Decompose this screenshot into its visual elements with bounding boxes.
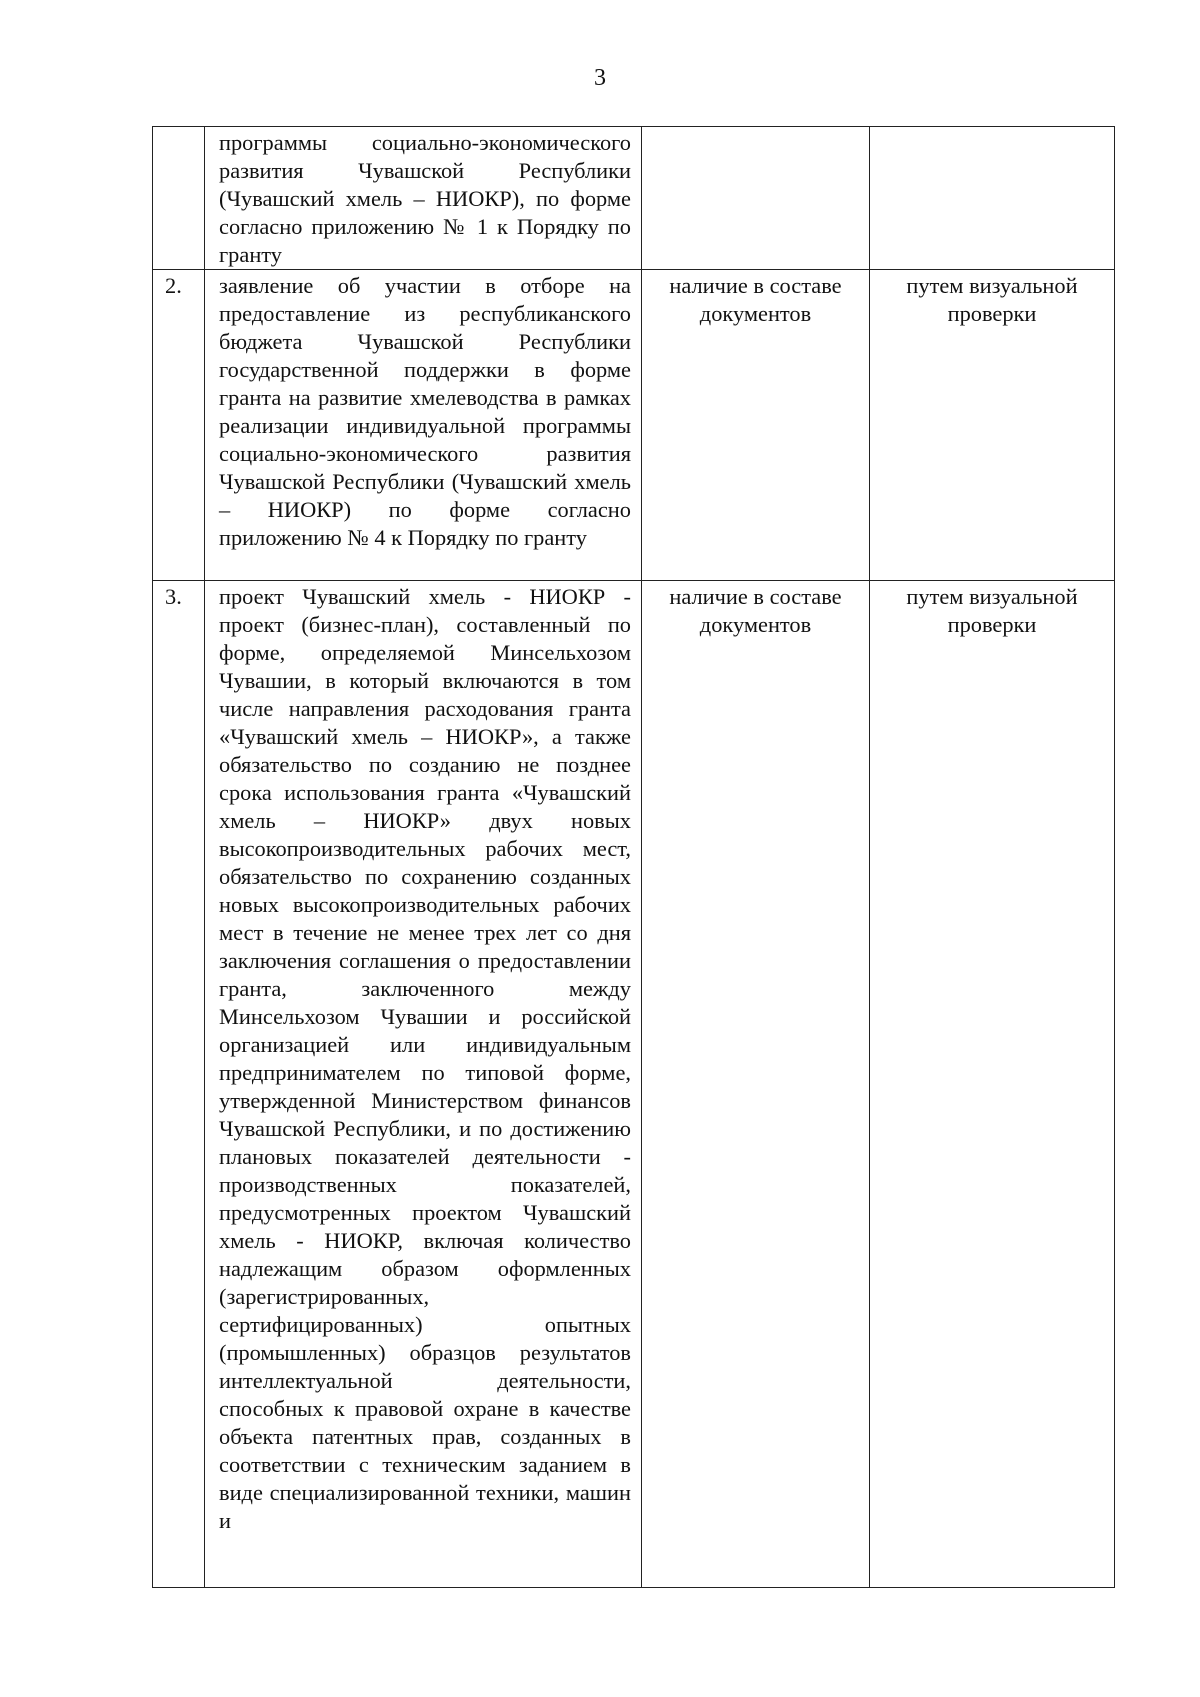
table-row: [153, 127, 1115, 270]
row-number: 2.: [153, 270, 205, 581]
row-number: 3.: [153, 581, 205, 1588]
verification-method-cell: путем визуальной проверки: [870, 270, 1115, 581]
document-description: программы социально-экономического развития Чувашской Республики (Чувашский хмель – НИОКР), по форме согласно приложению № 1 к Порядку по гранту: [205, 127, 642, 270]
row-number: [153, 127, 205, 270]
verification-method-cell: [870, 127, 1115, 270]
requirement-cell: наличие в составе документов: [642, 270, 870, 581]
verification-method-cell: путем визуальной проверки: [870, 581, 1115, 1588]
requirement-cell: [642, 127, 870, 270]
table-row: [153, 581, 1115, 1588]
requirements-table: [152, 126, 1115, 1588]
document-description: заявление об участии в отборе на предоставление из республиканского бюджета Чувашской Республики государственной поддержки в форме гранта на развитие хмелеводства в рамках реализации индивидуальной программы социально-экономического развития Чувашской Республики (Чувашский хмель – НИОКР) по форме согласно приложению № 4 к Порядку по гранту: [205, 270, 642, 581]
page-number: 3: [594, 65, 606, 91]
requirement-cell: наличие в составе документов: [642, 581, 870, 1588]
table-row: [153, 270, 1115, 581]
document-description: проект Чувашский хмель - НИОКР - проект (бизнес-план), составленный по форме, определяемой Минсельхозом Чувашии, в который включаются в том числе направления расходования гранта «Чувашский хмель – НИОКР», а также обязательство по созданию не позднее срока использования гранта «Чувашский хмель – НИОКР» двух новых высокопроизводительных рабочих мест, обязательство по сохранению созданных новых высокопроизводительных рабочих мест в течение не менее трех лет со дня заключения соглашения о предоставлении гранта, заключенного между Минсельхозом Чувашии и российской организацией или индивидуальным предпринимателем по типовой форме, утвержденной Министерством финансов Чувашской Республики, и по достижению плановых показателей деятельности - производственных показателей, предусмотренных проектом Чувашский хмель - НИОКР, включая количество надлежащим образом оформленных (зарегистрированных, сертифицированных) опытных (промышленных) образцов результатов интеллектуальной деятельности, способных к правовой охране в качестве объекта патентных прав, созданных в соответствии с техническим заданием в виде специализированной техники, машин и: [205, 581, 642, 1588]
